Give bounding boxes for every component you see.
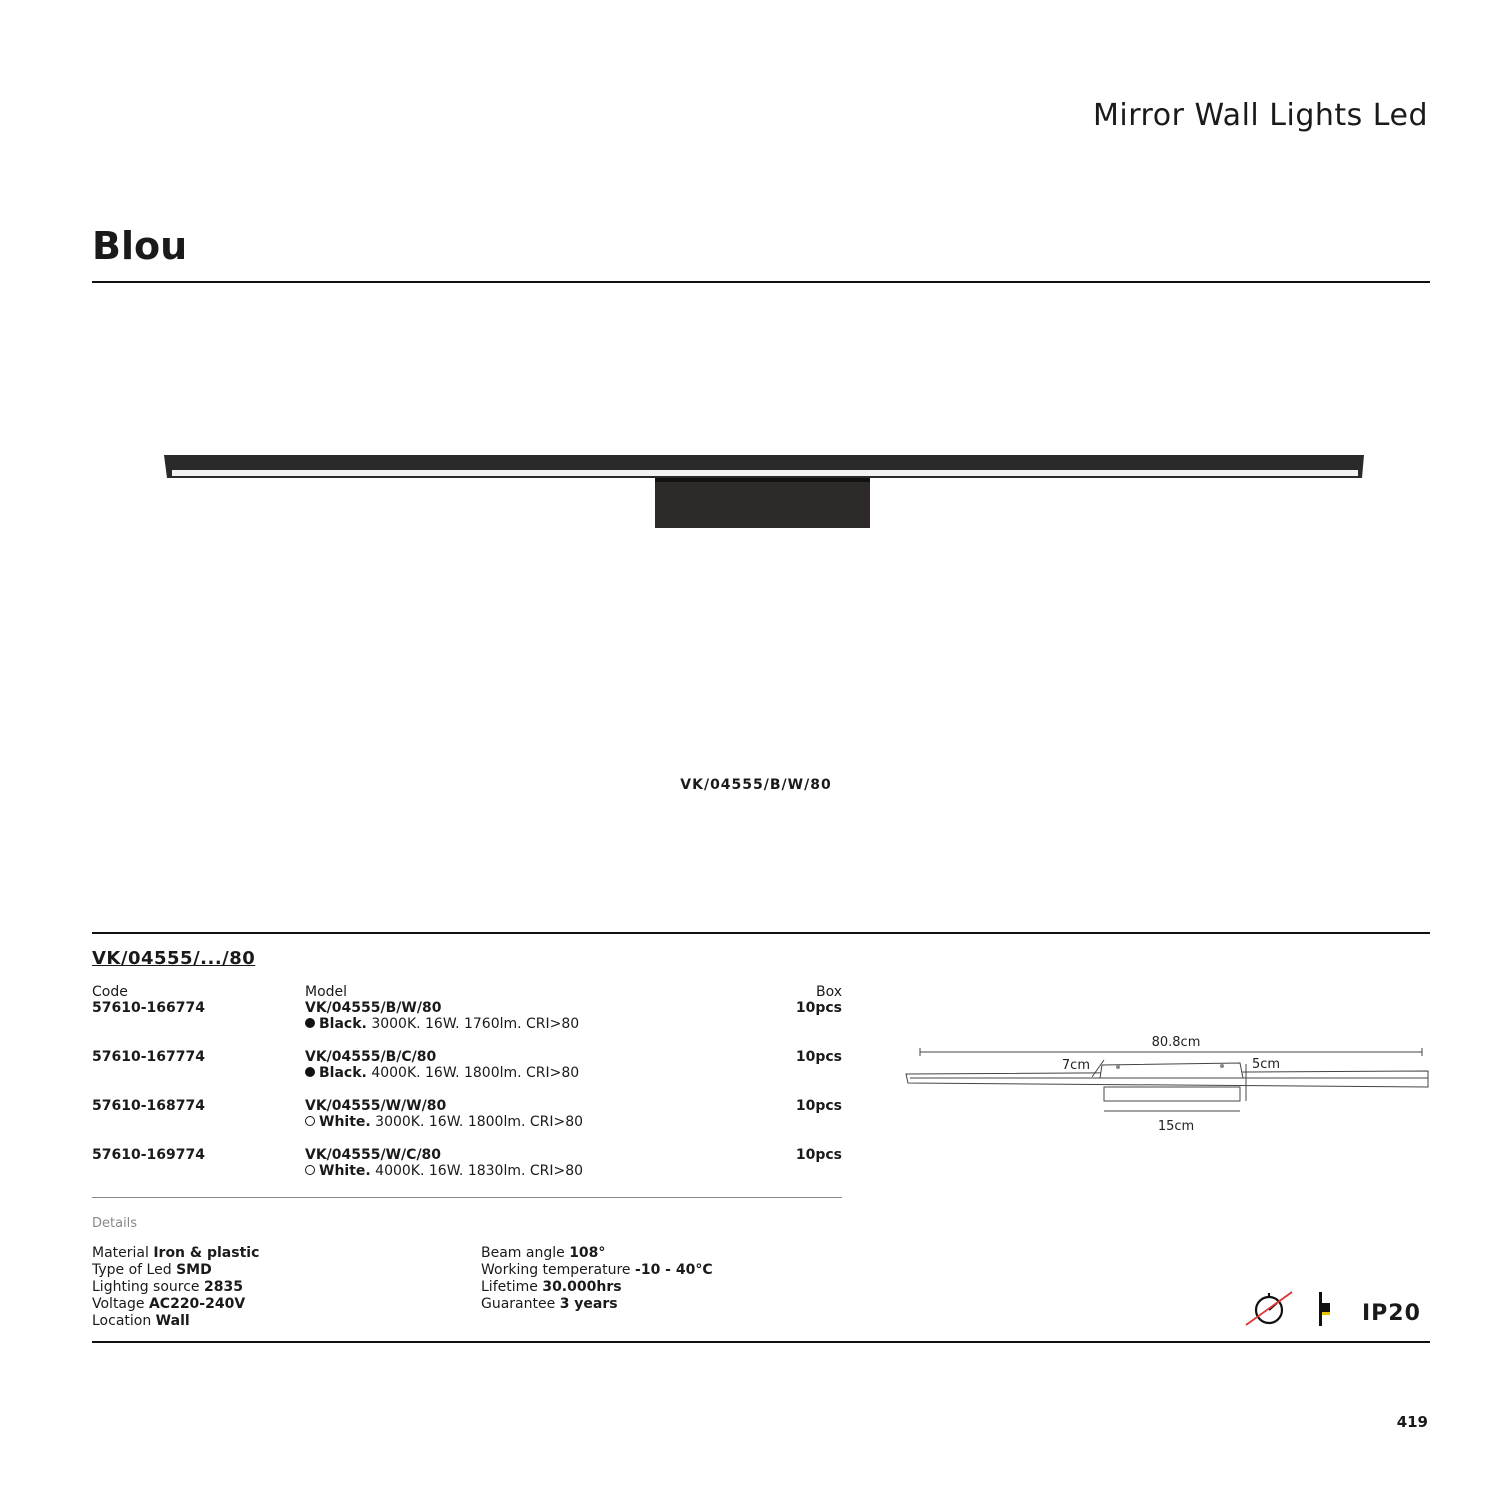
spec-guarantee: Guarantee 3 years — [481, 1296, 618, 1312]
wall-mount-icon — [1316, 1290, 1338, 1328]
height-dimension: 5cm — [1252, 1057, 1281, 1072]
page-number: 419 — [1396, 1413, 1428, 1431]
variant-specs: 4000K. 16W. 1800lm. CRI>80 — [371, 1065, 580, 1081]
spec-led-type: Type of Led SMD — [92, 1262, 212, 1278]
spec-lifetime: Lifetime 30.000hrs — [481, 1279, 622, 1295]
spec-voltage: Voltage AC220-240V — [92, 1296, 246, 1312]
ip-rating: IP20 — [1362, 1301, 1421, 1326]
spec-lighting-source: Lighting source 2835 — [92, 1279, 243, 1295]
dimension-drawing — [900, 1030, 1440, 1140]
variant-box: 10pcs — [795, 1000, 842, 1016]
details-label: Details — [92, 1216, 138, 1231]
variant-box: 10pcs — [795, 1049, 842, 1065]
spec-material: Material Iron & plastic — [92, 1245, 260, 1261]
base-dimension: 15cm — [1157, 1119, 1195, 1134]
category-title: Mirror Wall Lights Led — [1093, 98, 1428, 133]
product-image — [150, 440, 1380, 540]
variant-description — [305, 1114, 583, 1131]
variant-model: VK/04555/W/W/80 — [305, 1098, 447, 1114]
code-header: Code — [92, 984, 128, 1000]
model-header: Model — [305, 984, 348, 1000]
black-color-dot-icon — [305, 1067, 315, 1077]
box-header: Box — [815, 984, 842, 1000]
section-divider — [92, 932, 1430, 934]
title-divider — [92, 281, 1430, 283]
variant-color: White. — [319, 1114, 371, 1130]
variant-code: 57610-169774 — [92, 1147, 205, 1163]
variant-description — [305, 1065, 579, 1082]
variant-color: Black. — [319, 1065, 367, 1081]
variant-code: 57610-166774 — [92, 1000, 205, 1016]
product-title: Blou — [92, 224, 188, 268]
variant-model: VK/04555/B/W/80 — [305, 1000, 442, 1016]
spec-location: Location Wall — [92, 1313, 190, 1329]
family-code: VK/04555/.../80 — [92, 948, 256, 969]
depth-dimension: 7cm — [1061, 1058, 1090, 1073]
variant-specs: 3000K. 16W. 1800lm. CRI>80 — [375, 1114, 584, 1130]
variant-code: 57610-168774 — [92, 1098, 205, 1114]
details-right-column — [481, 1245, 713, 1313]
variant-model: VK/04555/B/C/80 — [305, 1049, 437, 1065]
variant-code: 57610-167774 — [92, 1049, 205, 1065]
variant-description — [305, 1016, 579, 1033]
black-color-dot-icon — [305, 1018, 315, 1028]
variant-specs: 3000K. 16W. 1760lm. CRI>80 — [371, 1016, 580, 1032]
details-left-column — [92, 1245, 259, 1330]
spec-beam-angle: Beam angle 108° — [481, 1245, 606, 1261]
variant-description — [305, 1163, 583, 1180]
not-dimmable-icon — [1244, 1289, 1296, 1329]
variant-color: Black. — [319, 1016, 367, 1032]
variant-box: 10pcs — [795, 1147, 842, 1163]
product-image-caption: VK/04555/B/W/80 — [680, 777, 832, 793]
variant-model: VK/04555/W/C/80 — [305, 1147, 442, 1163]
variant-specs: 4000K. 16W. 1830lm. CRI>80 — [375, 1163, 584, 1179]
table-divider — [92, 1197, 842, 1198]
variant-color: White. — [319, 1163, 371, 1179]
spec-working-temperature: Working temperature -10 - 40°C — [481, 1262, 713, 1278]
footer-divider — [92, 1341, 1430, 1343]
length-dimension: 80.8cm — [1151, 1035, 1201, 1050]
white-color-dot-icon — [305, 1165, 315, 1175]
white-color-dot-icon — [305, 1116, 315, 1126]
variant-box: 10pcs — [795, 1098, 842, 1114]
